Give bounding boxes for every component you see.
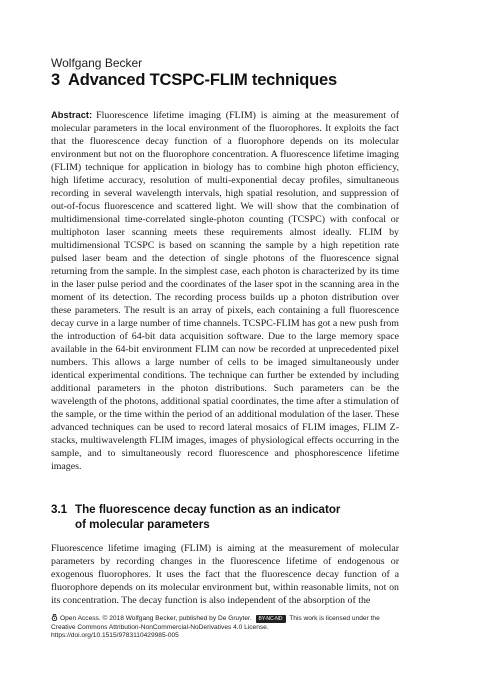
footer-line-1 [51, 614, 411, 624]
doi-link[interactable]: https://doi.org/10.1515/9783110429985-005 [51, 632, 179, 640]
chapter-title: Advanced TCSPC-FLIM techniques [67, 71, 338, 89]
open-access-icon [51, 614, 58, 621]
footer-line-2: Creative Commons Attribution-NonCommercial-NoDerivatives 4.0 License. [51, 623, 269, 631]
chapter-heading [51, 71, 337, 90]
cc-license-badge: BY-NC-ND [256, 615, 286, 623]
abstract [51, 108, 399, 473]
license-text: This work is licensed under the [289, 615, 380, 622]
chapter-number: 3 [51, 71, 60, 89]
abstract-label: Abstract: [51, 109, 93, 120]
abstract-text: Fluorescence lifetime imaging (FLIM) is aiming at the measurement of molecular parameters in the local environment of the fluorophores. It exploits the fact that the fluorescence decay function of a fluorophore depends on its molecular environment but not on the fluorophore concentration. A fluorescence lifetime imaging (FLIM) technique for application in biology has to combine high photon efficiency, high lifetime accuracy, resolution of multi-exponential decay profiles, simultaneous recording in several wavelength intervals, high spatial resolution, and suppression of out-of-focus fluorescence and scattered light. We will show that the combination of multidimensional time-correlated single-photon counting (TCSPC) with confocal or multiphoton laser scanning meets these requirements almost ideally. FLIM by multidimensional TCSPC is based on scanning the sample by a high repetition rate pulsed laser beam and the detection of single photons of the fluorescence signal returning from the sample. In the simplest case, each photon is characterized by its time in the laser pulse period and the coordinates of the laser spot in the scanning area in the moment of its detection. The recording process builds up a photon distribution over these parameters. The result is an array of pixels, each containing a full fluorescence decay curve in a large number of time channels. TCSPC-FLIM has got a new push from the introduction of 64-bit data acquisition software. Due to the large memory space available in the 64-bit environment FLIM can now be recorded at unprecedented pixel numbers. This allows a large number of cells to be imaged simultaneously under identical experimental conditions. The technique can further be extended by including additional parameters in the photon distributions. Such parameters can be the wavelength of the photons, additional spatial coordinates, the time after a stimulation of the sample, or the time within the period of an additional modulation of the laser. These advanced techniques can be used to record lateral mosaics of FLIM images, FLIM Z-stacks, multiwavelength FLIM images, images of physiological effects occurring in the sample, and to simultaneously record fluorescence and phosphorescence lifetime images. [51, 110, 399, 472]
author-name: Wolfgang Becker [51, 56, 143, 70]
section-heading [51, 502, 399, 532]
section-title-line-1: The fluorescence decay function as an indicator [75, 503, 341, 516]
section-number: 3.1 [51, 503, 68, 516]
license-footer [51, 614, 411, 641]
copyright-text: Open Access. © 2018 Wolfgang Becker, published by De Gruyter. [60, 615, 252, 622]
body-paragraph: Fluorescence lifetime imaging (FLIM) is aiming at the measurement of molecular parameters by recording changes in the fluorescence lifetime of endogenous or exogenous fluorophores. It uses the fact that the fluorescence decay function of a fluorophore depends on its molecular environment but, within reasonable limits, not on its concentration. The decay function is also independent of the absorption of the [51, 543, 399, 606]
section-title-line-2: of molecular parameters [75, 518, 210, 531]
